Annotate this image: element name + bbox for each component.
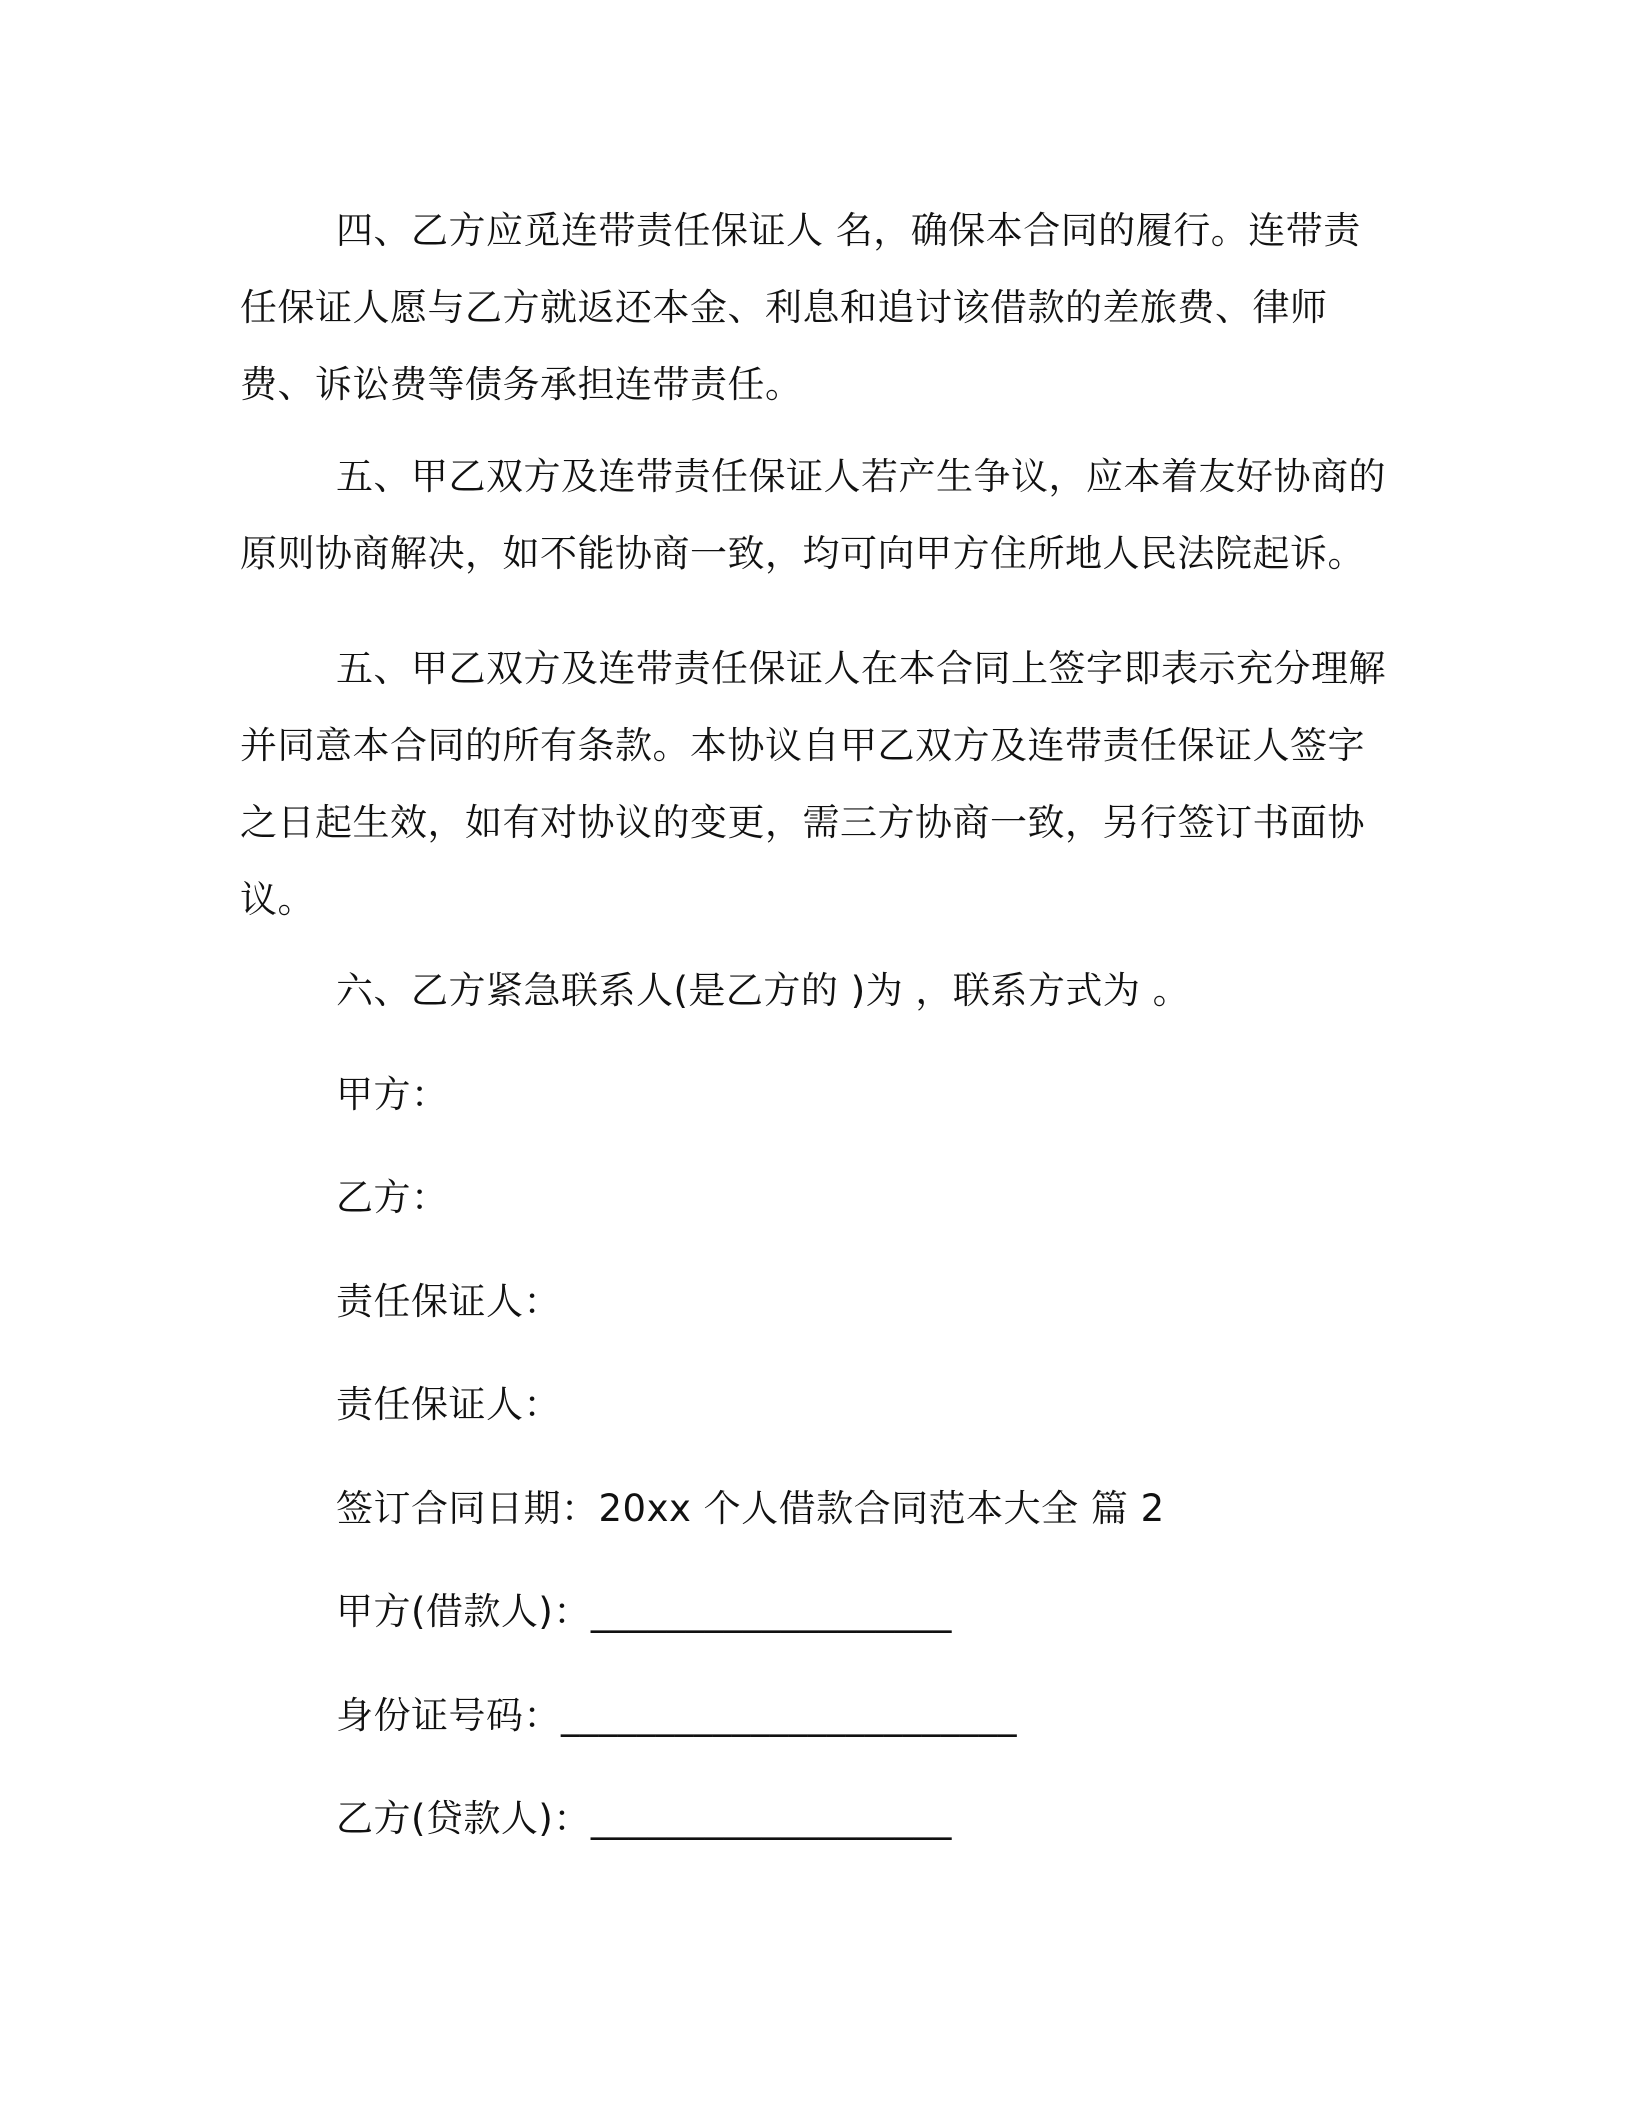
clause-six-emergency-contact: 六、乙方紧急联系人(是乙方的 )为 ，联系方式为 。 <box>336 969 1191 1012</box>
clause-five-signature: 五、甲乙双方及连带责任保证人在本合同上签字即表示充分理解并同意本合同的所有条款。本协议自甲乙双方及连带责任保证人签字之日起生效，如有对协议的变更，需三方协商一致，另行签订书面协议。 <box>240 647 1386 921</box>
lender-blank: ___________________ <box>590 1797 952 1840</box>
lender-label: 乙方(贷款人)： <box>336 1797 591 1840</box>
id-number-label: 身份证号码： <box>336 1694 561 1737</box>
id-number-field <box>336 1691 1017 1741</box>
guarantor-one-signature-label: 责任保证人： <box>336 1280 561 1323</box>
party-b-signature-label: 乙方： <box>336 1176 449 1219</box>
clause-five-dispute: 五、甲乙双方及连带责任保证人若产生争议，应本着友好协商的原则协商解决，如不能协商一致，均可向甲方住所地人民法院起诉。 <box>240 455 1386 575</box>
borrower-field <box>336 1587 952 1637</box>
id-number-blank: ________________________ <box>561 1694 1017 1737</box>
borrower-blank: ___________________ <box>590 1590 952 1633</box>
party-a-signature-label: 甲方： <box>336 1073 449 1116</box>
borrower-label: 甲方(借款人)： <box>336 1590 591 1633</box>
sign-date-line: 签订合同日期：20xx 个人借款合同范本大全 篇 2 <box>336 1487 1165 1530</box>
lender-field <box>336 1794 952 1844</box>
guarantor-two-signature-label: 责任保证人： <box>336 1383 561 1426</box>
clause-four: 四、乙方应觅连带责任保证人 名，确保本合同的履行。连带责任保证人愿与乙方就返还本金、利息和追讨该借款的差旅费、律师费、诉讼费等债务承担连带责任。 <box>240 209 1361 406</box>
